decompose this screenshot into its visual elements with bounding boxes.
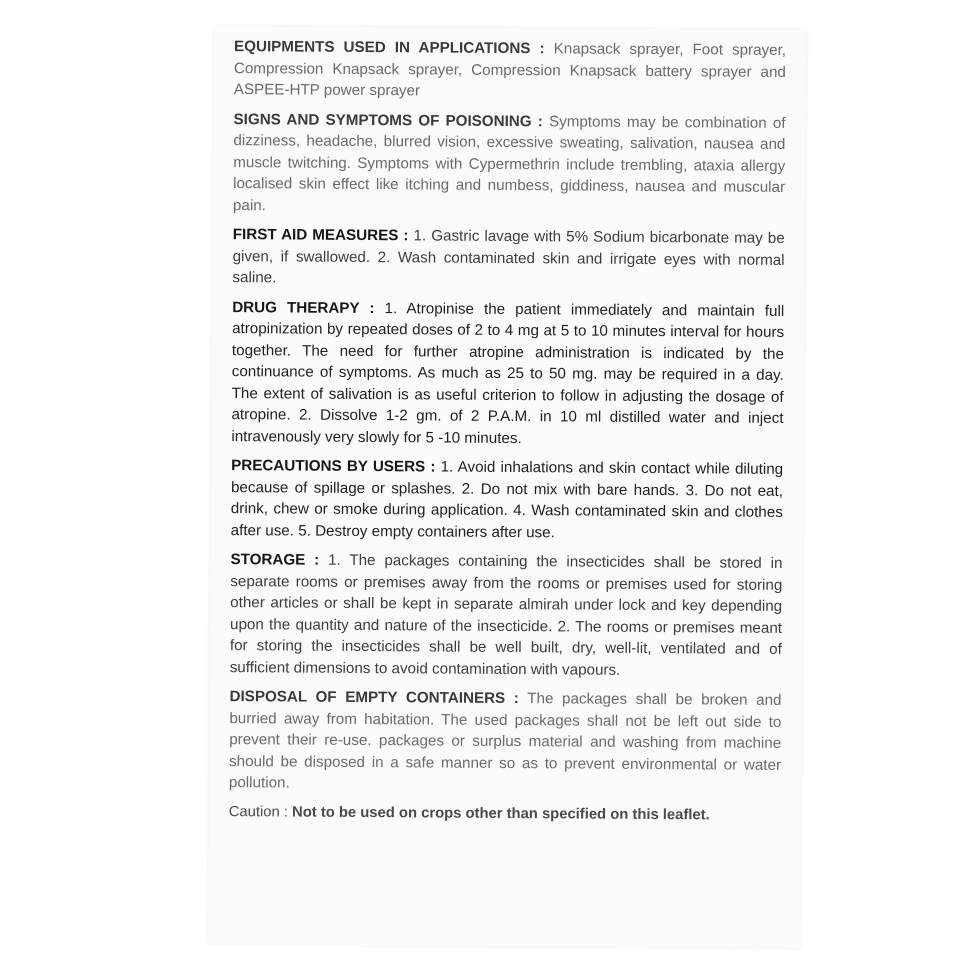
- precautions-text: 1. Avoid inhalations and skin contact while diluting because of spillage or splashes. 2. Do not mix with bare hands. 3. Do not eat, drink, chew or smoke during application. 4. Wash contaminated skin and clothes after use. 5. Destroy empty containers after use.: [230, 458, 784, 541]
- signs-heading: SIGNS AND SYMPTOMS OF POISONING :: [233, 110, 543, 130]
- first-aid-section: [232, 224, 784, 292]
- disposal-heading: DISPOSAL OF EMPTY CONTAINERS :: [229, 688, 519, 708]
- leaflet-content: [229, 36, 787, 842]
- disposal-section: [229, 686, 782, 797]
- signs-text: Symptoms may be combination of dizziness, headache, blurred vision, excessive sweating, salivation, nausea and muscle twitching. Symptoms with Cypermethrin include trembling, ataxia allergy localised skin effect like itching and numbess, giddiness, nausea and muscular pain.: [232, 112, 786, 214]
- storage-heading: STORAGE :: [230, 551, 320, 569]
- signs-section: [233, 109, 786, 220]
- caution-text: Not to be used on crops other than specified on this leaflet.: [292, 804, 710, 823]
- disposal-text: The packages shall be broken and burried away from habitation. The used packages shall not be left out side to prevent their re-use. packages or surplus material and washing from machine should be disposed in a safe manner so as to prevent environmental or water pollution.: [228, 690, 782, 792]
- first-aid-text: 1. Gastric lavage with 5% Sodium bicarbonate may be given, if swallowed. 2. Wash contaminated skin and irrigate eyes with normal saline.: [232, 227, 785, 287]
- drug-therapy-text: 1. Atropinise the patient immediately and maintain full atropinization by repeated doses of 2 to 4 mg at 5 to 10 minutes interval for hours together. The need for further atropine administration is indicated by the continuance of symptoms. As much as 25 to 50 mg. may be required in a day. The extent of salivation is as useful criterion to follow in adjusting the dosage of atropine. 2. Dissolve 1-2 gm. of 2 P.A.M. in 10 ml distilled water and inject intravenously very slowly for 5 -10 minutes.: [231, 299, 785, 447]
- first-aid-heading: FIRST AID MEASURES :: [232, 226, 409, 245]
- precautions-section: [231, 455, 784, 545]
- drug-therapy-heading: DRUG THERAPY :: [232, 298, 375, 317]
- equipments-section: [234, 36, 786, 104]
- equipments-heading: EQUIPMENTS USED IN APPLICATIONS :: [234, 38, 545, 58]
- caution-line: [229, 802, 781, 827]
- equipments-text: Knapsack sprayer, Foot sprayer, Compression Knapsack sprayer, Compression Knapsack battery sprayer and ASPEE-HTP power sprayer: [233, 40, 787, 100]
- caution-label: Caution :: [228, 803, 289, 820]
- precautions-heading: PRECAUTIONS BY USERS :: [231, 457, 436, 476]
- storage-section: [230, 549, 783, 682]
- storage-text: 1. The packages containing the insecticides shall be stored in separate rooms or premises away from the rooms or premises used for storing other articles or shall be kept in separate almirah under lock and key depending upon the quantity and nature of the insecticide. 2. The rooms or premises meant for storing the insecticides shall be well built, dry, well-lit, ventilated and of sufficient dimensions to avoid contamination with vapours.: [229, 551, 783, 679]
- leaflet-sheet: [208, 26, 806, 948]
- drug-therapy-section: [231, 297, 784, 451]
